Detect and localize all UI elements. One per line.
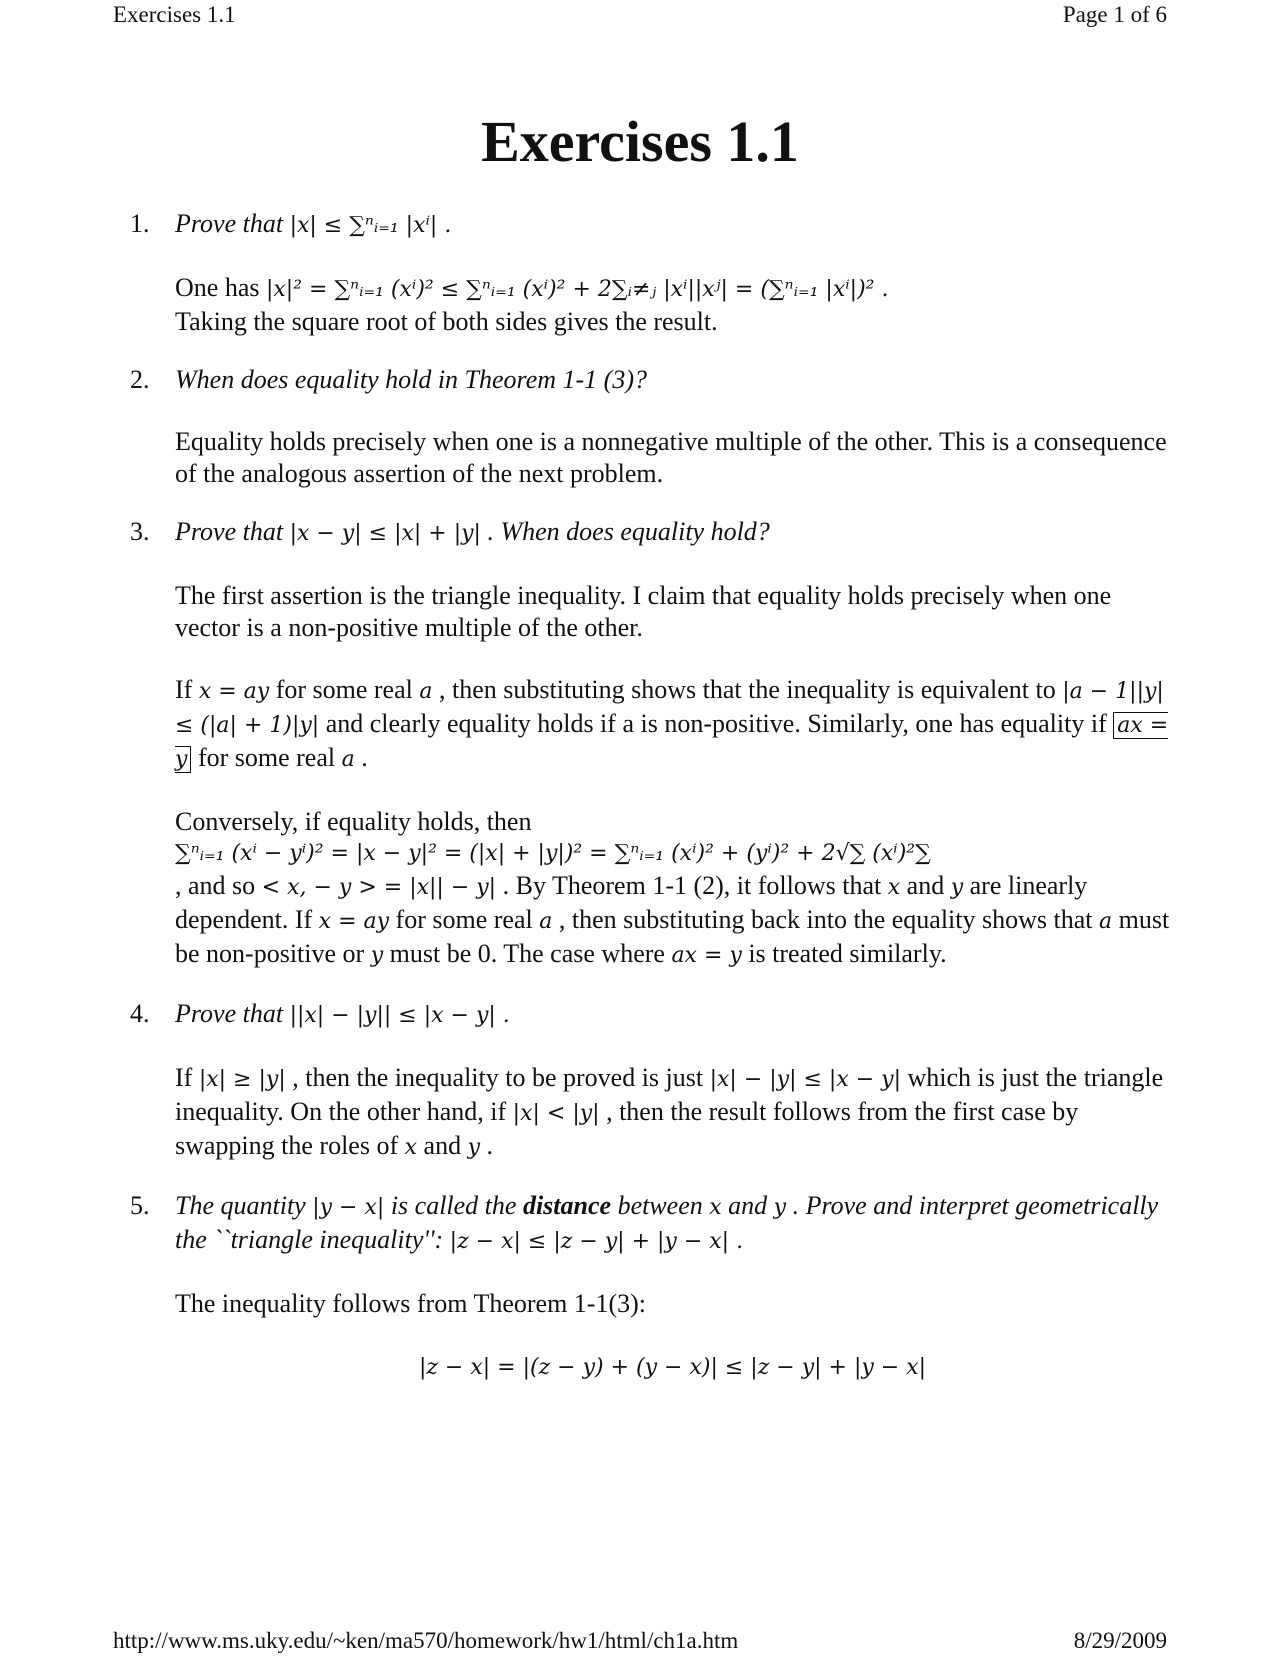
answer-paragraph: The inequality follows from Theorem 1-1(3): [175,1289,647,1318]
header-title: Exercises 1.1 [113,2,236,27]
math-expression: |x| ≥ |y| [198,1067,286,1092]
math-expression: x [887,875,901,900]
answer-text: Taking the square root of both sides gives the result. [175,307,718,336]
exercise-2 [130,364,1170,490]
math-expression: |x| − |y| ≤ |x − y| [709,1067,902,1092]
page-title: Exercises 1.1 [481,109,799,174]
math-expression: ax = y [671,943,742,968]
math-expression: y [370,943,384,968]
math-expression: x [709,1195,722,1220]
question-text: Prove that [175,209,290,238]
exercise-5 [130,1190,1170,1384]
answer-text: One has [175,273,266,302]
math-expression: |y − x| [312,1195,385,1220]
exercise-answer [175,1288,1170,1384]
answer-paragraph: Equality holds precisely when one is a nonnegative multiple of the other. This is a consequence of the analogous assertion of the next problem. [175,427,1167,488]
math-expression: y [773,1195,787,1220]
exercise-question [175,208,1170,242]
answer-paragraph: If |x| ≥ |y| , then the inequality to be proved is just |x| − |y| ≤ |x − y| which is just the triangle inequality. On the other hand, if |x| < |y| , then the result follows from the first case by swapping the roles of x and y . [175,1063,1164,1160]
display-equation [175,1350,1170,1384]
math-expression: y [950,875,964,900]
answer-paragraph: The first assertion is the triangle inequality. I claim that equality holds precisely when one vector is a non-positive multiple of the other. [175,581,1112,642]
boxed-math-expression: ax = y [175,713,1169,772]
answer-paragraph [175,272,1170,338]
exercise-question: The quantity |y − x| is called the distance between x and y . Prove and interpret geometrically the ``triangle inequality'': |z − x| ≤ |z − y| + |y − x| . [175,1191,1159,1254]
exercise-answer [175,1062,1170,1164]
exercise-number: 1. [130,209,150,238]
math-expression: |x| ≤ ∑ⁿᵢ₌₁ |xⁱ| . [289,213,452,238]
question-text: Prove that [175,999,290,1028]
math-expression: a [1099,909,1113,934]
math-expression: y [467,1135,481,1160]
exercise-answer [175,426,1170,490]
math-expression: x [404,1135,418,1160]
math-expression: |x|² = ∑ⁿᵢ₌₁ (xⁱ)² ≤ ∑ⁿᵢ₌₁ (xⁱ)² + 2∑ᵢ≠ⱼ |xⁱ||xʲ| = (∑ⁿᵢ₌₁ |xⁱ|)² . [265,277,889,302]
display-equation: ∑ⁿᵢ₌₁ (xⁱ − yⁱ)² = |x − y|² = (|x| + |y|)² = ∑ⁿᵢ₌₁ (xⁱ)² + (yⁱ)² + 2√∑ (xⁱ)²∑ [175,841,931,866]
exercise-number: 5. [130,1191,150,1220]
math-expression: |x − y| ≤ |x| + |y| [289,521,481,546]
exercise-number: 4. [130,999,150,1028]
footer-date: 8/29/2009 [1073,1628,1167,1653]
bold-term: distance [522,1191,612,1220]
exercise-list [130,208,1170,1410]
page-number: Page 1 of 6 [1062,2,1167,27]
math-expression: a [341,747,355,772]
math-expression: a [539,909,553,934]
exercise-3 [130,516,1170,972]
answer-paragraph: Conversely, if equality holds, then ∑ⁿᵢ₌₁ (xⁱ − yⁱ)² = |x − y|² = (|x| + |y|)² = ∑ⁿᵢ₌₁ (xⁱ)² + (yⁱ)² + 2√∑ (xⁱ)²∑ , and so < x, − y > = |x|| − y| . By Theorem 1-1 (2), it follows that x and y are linearly dependent. If x = ay for some real a , then substituting back into the equality shows that a must be non-positive or y must be 0. The case where ax = y is treated similarly. [175,806,1170,972]
question-text: Prove that [175,517,290,546]
math-expression: < x, − y > = |x|| − y| [261,875,497,900]
exercise-1 [130,208,1170,338]
exercise-number: 2. [130,365,150,394]
question-text: . When does equality hold? [480,517,770,546]
footer-url: http://www.ms.uky.edu/~ken/ma570/homework/hw1/html/ch1a.htm [113,1628,739,1653]
exercise-4 [130,998,1170,1164]
math-expression: |z − x| ≤ |z − y| + |y − x| . [449,1229,744,1254]
math-expression: x = ay [318,909,390,934]
math-expression: x = ay [198,679,270,704]
exercise-question [175,998,1170,1032]
exercise-number: 3. [130,517,150,546]
exercise-answer [175,580,1170,972]
exercise-question [175,516,1170,550]
math-expression: |z − x| = |(z − y) + (y − x)| ≤ |z − y| + |y − x| [418,1355,927,1380]
math-expression: |a − 1||y| ≤ (|a| + 1)|y| [175,679,1164,738]
math-expression: a [419,679,433,704]
math-expression: |x| < |y| [512,1101,600,1126]
math-expression: ||x| − |y|| ≤ |x − y| . [289,1003,510,1028]
exercise-question: When does equality hold in Theorem 1-1 (3)? [175,365,647,394]
exercise-answer [175,272,1170,338]
answer-paragraph: If x = ay for some real a , then substituting shows that the inequality is equivalent to |a − 1||y| ≤ (|a| + 1)|y| and clearly equality holds if a is non-positive. Similarly, one has equality if ax = y for some real a . [175,675,1169,772]
